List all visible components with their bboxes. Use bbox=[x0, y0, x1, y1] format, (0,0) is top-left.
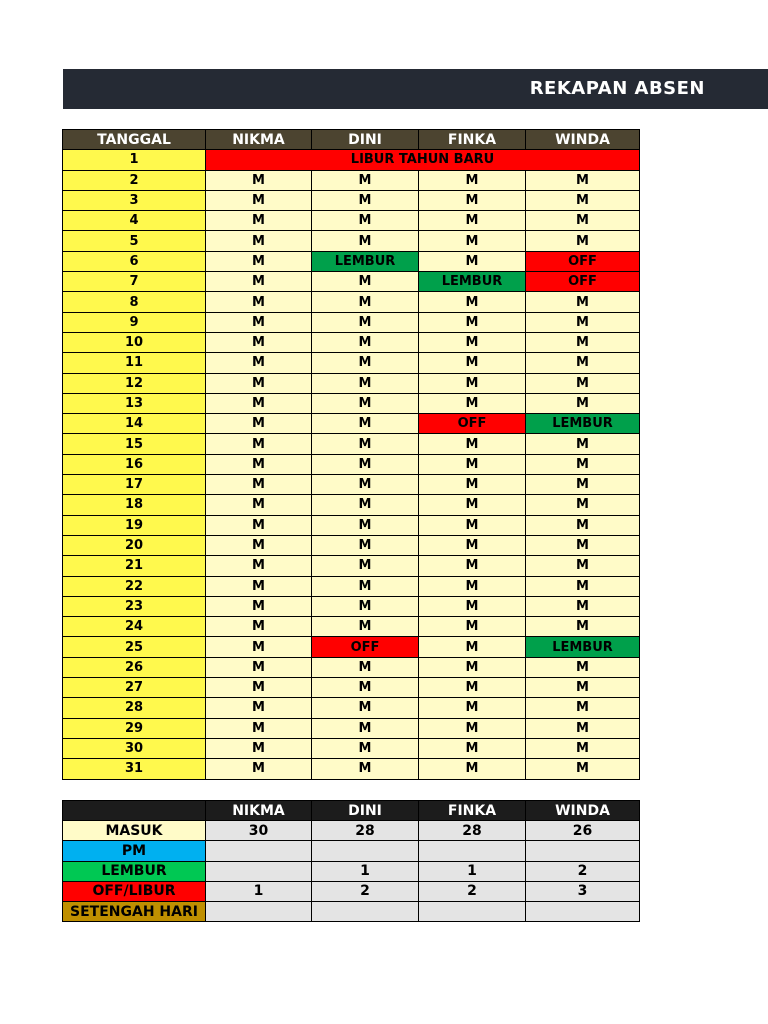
attendance-cell: M bbox=[206, 332, 312, 352]
attendance-cell: M bbox=[419, 251, 526, 271]
attendance-cell: M bbox=[312, 759, 419, 779]
table-row bbox=[63, 637, 640, 657]
attendance-cell: M bbox=[526, 556, 640, 576]
attendance-cell: M bbox=[206, 353, 312, 373]
summary-cell: 1 bbox=[419, 861, 526, 881]
summary-cell: 3 bbox=[526, 881, 640, 901]
summary-row bbox=[63, 841, 640, 861]
attendance-cell: OFF bbox=[312, 637, 419, 657]
date-cell: 10 bbox=[63, 332, 206, 352]
date-cell: 4 bbox=[63, 211, 206, 231]
date-cell: 3 bbox=[63, 190, 206, 210]
attendance-cell: M bbox=[206, 393, 312, 413]
attendance-cell: M bbox=[526, 353, 640, 373]
attendance-cell: M bbox=[419, 596, 526, 616]
attendance-cell: M bbox=[419, 292, 526, 312]
attendance-cell: M bbox=[312, 657, 419, 677]
table-row bbox=[63, 475, 640, 495]
attendance-table bbox=[62, 129, 640, 780]
attendance-cell: OFF bbox=[419, 414, 526, 434]
table-row bbox=[63, 617, 640, 637]
attendance-cell: M bbox=[206, 414, 312, 434]
attendance-cell: M bbox=[206, 738, 312, 758]
date-cell: 18 bbox=[63, 495, 206, 515]
attendance-cell: M bbox=[312, 475, 419, 495]
summary-label-setengah: SETENGAH HARI bbox=[63, 901, 206, 921]
attendance-cell: M bbox=[312, 292, 419, 312]
attendance-cell: M bbox=[419, 434, 526, 454]
date-cell: 30 bbox=[63, 738, 206, 758]
attendance-cell: M bbox=[526, 393, 640, 413]
attendance-cell: M bbox=[312, 353, 419, 373]
attendance-cell: M bbox=[419, 698, 526, 718]
summary-label-pm: PM bbox=[63, 841, 206, 861]
attendance-cell: M bbox=[526, 596, 640, 616]
attendance-cell: M bbox=[526, 698, 640, 718]
date-cell: 12 bbox=[63, 373, 206, 393]
attendance-cell: M bbox=[419, 515, 526, 535]
summary-header-row bbox=[63, 801, 640, 821]
summary-cell bbox=[206, 861, 312, 881]
title-bar bbox=[63, 69, 768, 109]
date-cell: 8 bbox=[63, 292, 206, 312]
attendance-cell: M bbox=[526, 190, 640, 210]
date-cell: 2 bbox=[63, 170, 206, 190]
date-cell: 27 bbox=[63, 678, 206, 698]
attendance-cell: M bbox=[419, 353, 526, 373]
attendance-cell: M bbox=[206, 475, 312, 495]
summary-cell: 2 bbox=[419, 881, 526, 901]
page-title: REKAPAN ABSEN bbox=[529, 78, 705, 99]
date-cell: 15 bbox=[63, 434, 206, 454]
attendance-cell: M bbox=[419, 393, 526, 413]
attendance-cell: M bbox=[526, 495, 640, 515]
attendance-cell: M bbox=[526, 617, 640, 637]
summary-row bbox=[63, 881, 640, 901]
summary-cell: 28 bbox=[419, 821, 526, 841]
table-row bbox=[63, 414, 640, 434]
table-row bbox=[63, 738, 640, 758]
table-row bbox=[63, 332, 640, 352]
attendance-cell: M bbox=[206, 678, 312, 698]
attendance-cell: M bbox=[419, 373, 526, 393]
table-row bbox=[63, 698, 640, 718]
attendance-cell: M bbox=[206, 718, 312, 738]
table-row bbox=[63, 535, 640, 555]
attendance-cell: M bbox=[526, 332, 640, 352]
attendance-cell: M bbox=[419, 495, 526, 515]
summary-table bbox=[62, 800, 640, 922]
attendance-cell: M bbox=[206, 759, 312, 779]
attendance-cell: M bbox=[206, 312, 312, 332]
attendance-cell: M bbox=[206, 637, 312, 657]
date-cell: 11 bbox=[63, 353, 206, 373]
attendance-cell: M bbox=[206, 596, 312, 616]
attendance-cell: M bbox=[312, 678, 419, 698]
attendance-cell: M bbox=[312, 414, 419, 434]
attendance-cell: M bbox=[312, 190, 419, 210]
table-row bbox=[63, 312, 640, 332]
attendance-cell: M bbox=[419, 454, 526, 474]
date-cell: 6 bbox=[63, 251, 206, 271]
summary-row bbox=[63, 901, 640, 921]
table-row bbox=[63, 718, 640, 738]
attendance-cell: OFF bbox=[526, 272, 640, 292]
header-tanggal: TANGGAL bbox=[63, 130, 206, 150]
date-cell: 23 bbox=[63, 596, 206, 616]
attendance-cell: LEMBUR bbox=[419, 272, 526, 292]
attendance-cell: M bbox=[312, 170, 419, 190]
table-row bbox=[63, 292, 640, 312]
attendance-cell: M bbox=[312, 373, 419, 393]
attendance-cell: M bbox=[526, 576, 640, 596]
summary-header-finka: FINKA bbox=[419, 801, 526, 821]
attendance-cell: M bbox=[526, 292, 640, 312]
date-cell: 29 bbox=[63, 718, 206, 738]
attendance-cell: M bbox=[526, 657, 640, 677]
attendance-cell: M bbox=[419, 617, 526, 637]
date-cell: 17 bbox=[63, 475, 206, 495]
attendance-cell: M bbox=[312, 535, 419, 555]
date-cell: 31 bbox=[63, 759, 206, 779]
attendance-cell: M bbox=[526, 231, 640, 251]
attendance-cell: M bbox=[206, 251, 312, 271]
summary-cell bbox=[526, 901, 640, 921]
summary-header-winda: WINDA bbox=[526, 801, 640, 821]
summary-label-lembur: LEMBUR bbox=[63, 861, 206, 881]
summary-cell: 30 bbox=[206, 821, 312, 841]
table-row bbox=[63, 272, 640, 292]
attendance-cell: M bbox=[206, 657, 312, 677]
attendance-cell: M bbox=[312, 434, 419, 454]
attendance-cell: M bbox=[206, 373, 312, 393]
table-row bbox=[63, 759, 640, 779]
date-cell: 13 bbox=[63, 393, 206, 413]
date-cell: 19 bbox=[63, 515, 206, 535]
attendance-cell: M bbox=[312, 718, 419, 738]
attendance-cell: M bbox=[312, 495, 419, 515]
attendance-cell: M bbox=[526, 475, 640, 495]
date-cell: 28 bbox=[63, 698, 206, 718]
table-row bbox=[63, 596, 640, 616]
date-cell: 14 bbox=[63, 414, 206, 434]
table-row bbox=[63, 434, 640, 454]
date-cell: 24 bbox=[63, 617, 206, 637]
summary-cell bbox=[419, 901, 526, 921]
date-cell: 9 bbox=[63, 312, 206, 332]
table-row bbox=[63, 454, 640, 474]
attendance-cell: M bbox=[312, 211, 419, 231]
attendance-header-row bbox=[63, 130, 640, 150]
date-cell: 21 bbox=[63, 556, 206, 576]
table-row bbox=[63, 657, 640, 677]
attendance-cell: M bbox=[206, 515, 312, 535]
attendance-cell: M bbox=[526, 678, 640, 698]
attendance-cell: M bbox=[526, 211, 640, 231]
attendance-cell: M bbox=[312, 272, 419, 292]
table-row bbox=[63, 515, 640, 535]
summary-cell bbox=[312, 841, 419, 861]
attendance-cell: M bbox=[312, 454, 419, 474]
table-row bbox=[63, 373, 640, 393]
summary-label-masuk: MASUK bbox=[63, 821, 206, 841]
header-winda: WINDA bbox=[526, 130, 640, 150]
attendance-cell: M bbox=[419, 718, 526, 738]
table-row bbox=[63, 576, 640, 596]
attendance-cell: M bbox=[206, 231, 312, 251]
date-cell: 20 bbox=[63, 535, 206, 555]
attendance-cell: M bbox=[526, 434, 640, 454]
attendance-cell: M bbox=[419, 211, 526, 231]
attendance-cell: M bbox=[526, 718, 640, 738]
attendance-cell: M bbox=[312, 738, 419, 758]
attendance-cell: M bbox=[312, 312, 419, 332]
holiday-cell: LIBUR TAHUN BARU bbox=[206, 150, 640, 170]
attendance-cell: M bbox=[312, 596, 419, 616]
attendance-cell: M bbox=[419, 678, 526, 698]
attendance-cell: M bbox=[419, 556, 526, 576]
attendance-cell: LEMBUR bbox=[526, 637, 640, 657]
summary-cell bbox=[206, 841, 312, 861]
attendance-cell: M bbox=[419, 637, 526, 657]
summary-cell: 28 bbox=[312, 821, 419, 841]
summary-cell: 1 bbox=[206, 881, 312, 901]
attendance-cell: M bbox=[206, 454, 312, 474]
summary-cell bbox=[419, 841, 526, 861]
date-cell: 7 bbox=[63, 272, 206, 292]
attendance-cell: M bbox=[419, 759, 526, 779]
attendance-cell: M bbox=[526, 535, 640, 555]
attendance-cell: M bbox=[419, 475, 526, 495]
attendance-cell: M bbox=[526, 373, 640, 393]
table-row bbox=[63, 495, 640, 515]
date-cell: 22 bbox=[63, 576, 206, 596]
attendance-cell: M bbox=[206, 272, 312, 292]
attendance-cell: M bbox=[419, 535, 526, 555]
table-row bbox=[63, 678, 640, 698]
summary-header-blank bbox=[63, 801, 206, 821]
attendance-cell: M bbox=[206, 190, 312, 210]
summary-row bbox=[63, 821, 640, 841]
attendance-cell: M bbox=[526, 738, 640, 758]
attendance-cell: M bbox=[526, 515, 640, 535]
attendance-cell: M bbox=[419, 312, 526, 332]
attendance-cell: M bbox=[206, 535, 312, 555]
table-row bbox=[63, 556, 640, 576]
summary-cell: 1 bbox=[312, 861, 419, 881]
table-row bbox=[63, 251, 640, 271]
attendance-cell: M bbox=[206, 292, 312, 312]
attendance-cell: M bbox=[312, 617, 419, 637]
date-cell: 5 bbox=[63, 231, 206, 251]
summary-label-off: OFF/LIBUR bbox=[63, 881, 206, 901]
table-row bbox=[63, 353, 640, 373]
header-finka: FINKA bbox=[419, 130, 526, 150]
attendance-cell: M bbox=[419, 738, 526, 758]
table-row bbox=[63, 211, 640, 231]
date-cell: 25 bbox=[63, 637, 206, 657]
attendance-cell: M bbox=[206, 576, 312, 596]
attendance-cell: M bbox=[419, 657, 526, 677]
table-row bbox=[63, 150, 640, 170]
attendance-cell: M bbox=[206, 698, 312, 718]
summary-cell bbox=[206, 901, 312, 921]
date-cell: 16 bbox=[63, 454, 206, 474]
date-cell: 1 bbox=[63, 150, 206, 170]
attendance-cell: M bbox=[312, 332, 419, 352]
table-row bbox=[63, 393, 640, 413]
header-dini: DINI bbox=[312, 130, 419, 150]
attendance-cell: M bbox=[419, 231, 526, 251]
attendance-cell: LEMBUR bbox=[526, 414, 640, 434]
table-row bbox=[63, 190, 640, 210]
attendance-cell: M bbox=[312, 576, 419, 596]
summary-cell bbox=[312, 901, 419, 921]
attendance-cell: M bbox=[206, 617, 312, 637]
summary-cell bbox=[526, 841, 640, 861]
attendance-cell: M bbox=[312, 515, 419, 535]
attendance-cell: M bbox=[206, 556, 312, 576]
attendance-cell: LEMBUR bbox=[312, 251, 419, 271]
attendance-cell: M bbox=[312, 556, 419, 576]
attendance-cell: OFF bbox=[526, 251, 640, 271]
attendance-cell: M bbox=[419, 576, 526, 596]
attendance-cell: M bbox=[312, 231, 419, 251]
summary-cell: 26 bbox=[526, 821, 640, 841]
attendance-cell: M bbox=[312, 393, 419, 413]
summary-cell: 2 bbox=[526, 861, 640, 881]
attendance-cell: M bbox=[419, 190, 526, 210]
summary-header-dini: DINI bbox=[312, 801, 419, 821]
summary-row bbox=[63, 861, 640, 881]
table-row bbox=[63, 170, 640, 190]
header-nikma: NIKMA bbox=[206, 130, 312, 150]
attendance-cell: M bbox=[526, 454, 640, 474]
attendance-cell: M bbox=[419, 332, 526, 352]
attendance-cell: M bbox=[526, 759, 640, 779]
table-row bbox=[63, 231, 640, 251]
attendance-cell: M bbox=[206, 495, 312, 515]
summary-header-nikma: NIKMA bbox=[206, 801, 312, 821]
attendance-cell: M bbox=[206, 170, 312, 190]
attendance-cell: M bbox=[206, 211, 312, 231]
date-cell: 26 bbox=[63, 657, 206, 677]
summary-cell: 2 bbox=[312, 881, 419, 901]
attendance-cell: M bbox=[312, 698, 419, 718]
attendance-cell: M bbox=[206, 434, 312, 454]
attendance-cell: M bbox=[526, 312, 640, 332]
attendance-cell: M bbox=[419, 170, 526, 190]
attendance-cell: M bbox=[526, 170, 640, 190]
